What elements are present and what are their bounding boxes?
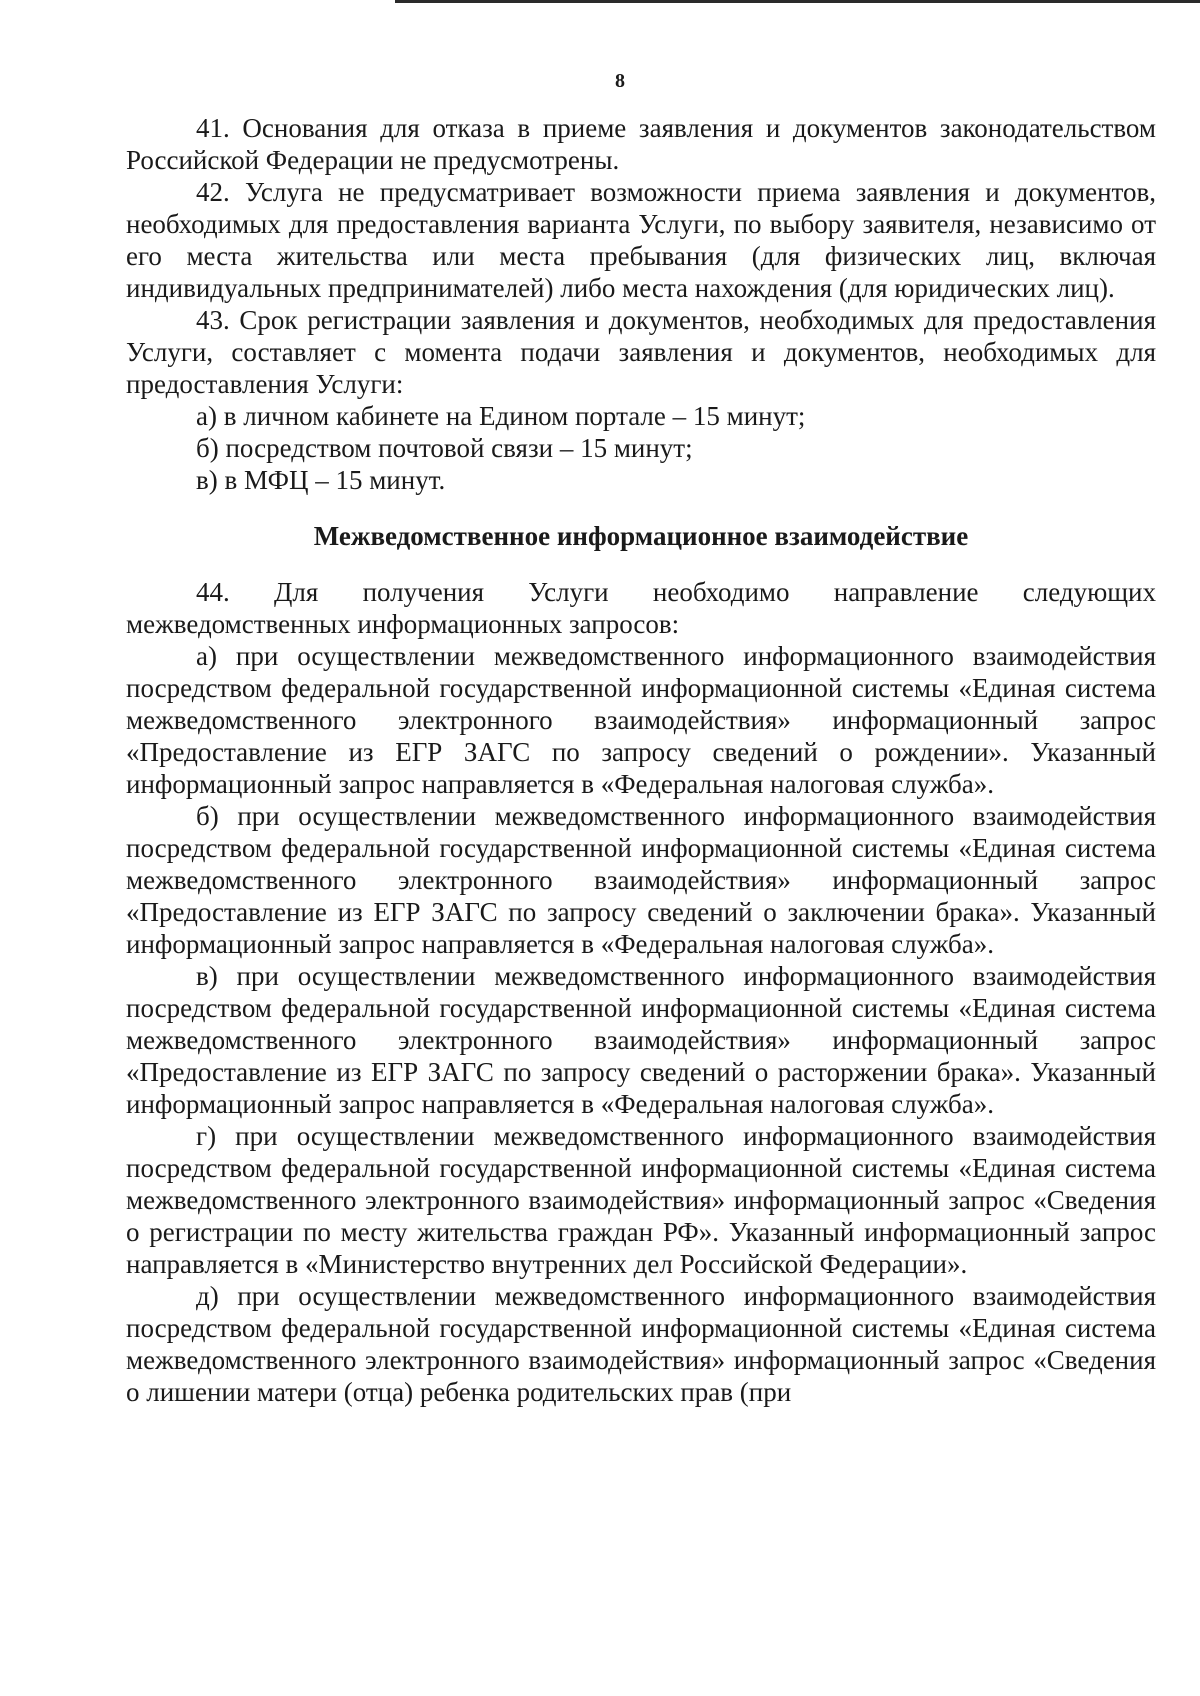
- registration-term-c: в) в МФЦ – 15 минут.: [196, 465, 446, 495]
- paragraph-42: 42. Услуга не предусматривает возможности приема заявления и документов, необходимых для предоставления варианта Услуги, по выбору заявителя, независимо от его места жительства или места пребывания (для физических лиц, включая индивидуальных предпринимателей) либо места нахождения (для юридических лиц).: [126, 177, 1156, 303]
- paragraph-44-v: в) при осуществлении межведомственного информационного взаимодействия посредством федеральной государственной информационной системы «Единая система межведомственного электронного взаимодействия» информационный запрос «Предоставление из ЕГР ЗАГС по запросу сведений о расторжении брака». Указанный информационный запрос направляется в «Федеральная налоговая служба».: [126, 961, 1156, 1119]
- paragraph-41: 41. Основания для отказа в приеме заявления и документов законодательством Российской Федерации не предусмотрены.: [126, 113, 1156, 175]
- paragraph-44: 44. Для получения Услуги необходимо направление следующих межведомственных информационных запросов:: [126, 577, 1156, 639]
- section-heading: Межведомственное информационное взаимодействие: [313, 521, 969, 551]
- document-body: [126, 112, 1156, 1408]
- page-number: 8: [615, 70, 625, 92]
- registration-term-a: а) в личном кабинете на Едином портале – 15 минут;: [196, 401, 806, 431]
- registration-term-b: б) посредством почтовой связи – 15 минут;: [196, 433, 693, 463]
- paragraph-43: 43. Срок регистрации заявления и документов, необходимых для предоставления Услуги, составляет с момента подачи заявления и документов, необходимых для предоставления Услуги:: [126, 305, 1156, 399]
- paragraph-44-b: б) при осуществлении межведомственного информационного взаимодействия посредством федеральной государственной информационной системы «Единая система межведомственного электронного взаимодействия» информационный запрос «Предоставление из ЕГР ЗАГС по запросу сведений о заключении брака». Указанный информационный запрос направляется в «Федеральная налоговая служба».: [126, 801, 1156, 959]
- scan-edge-line: [395, 0, 1200, 3]
- paragraph-44-g: г) при осуществлении межведомственного информационного взаимодействия посредством федеральной государственной информационной системы «Единая система межведомственного электронного взаимодействия» информационный запрос «Сведения о регистрации по месту жительства граждан РФ». Указанный информационный запрос направляется в «Министерство внутренних дел Российской Федерации».: [126, 1121, 1156, 1279]
- paragraph-44-d: д) при осуществлении межведомственного информационного взаимодействия посредством федеральной государственной информационной системы «Единая система межведомственного электронного взаимодействия» информационный запрос «Сведения о лишении матери (отца) ребенка родительских прав (при: [126, 1281, 1156, 1407]
- paragraph-44-a: а) при осуществлении межведомственного информационного взаимодействия посредством федеральной государственной информационной системы «Единая система межведомственного электронного взаимодействия» информационный запрос «Предоставление из ЕГР ЗАГС по запросу сведений о рождении». Указанный информационный запрос направляется в «Федеральная налоговая служба».: [126, 641, 1156, 799]
